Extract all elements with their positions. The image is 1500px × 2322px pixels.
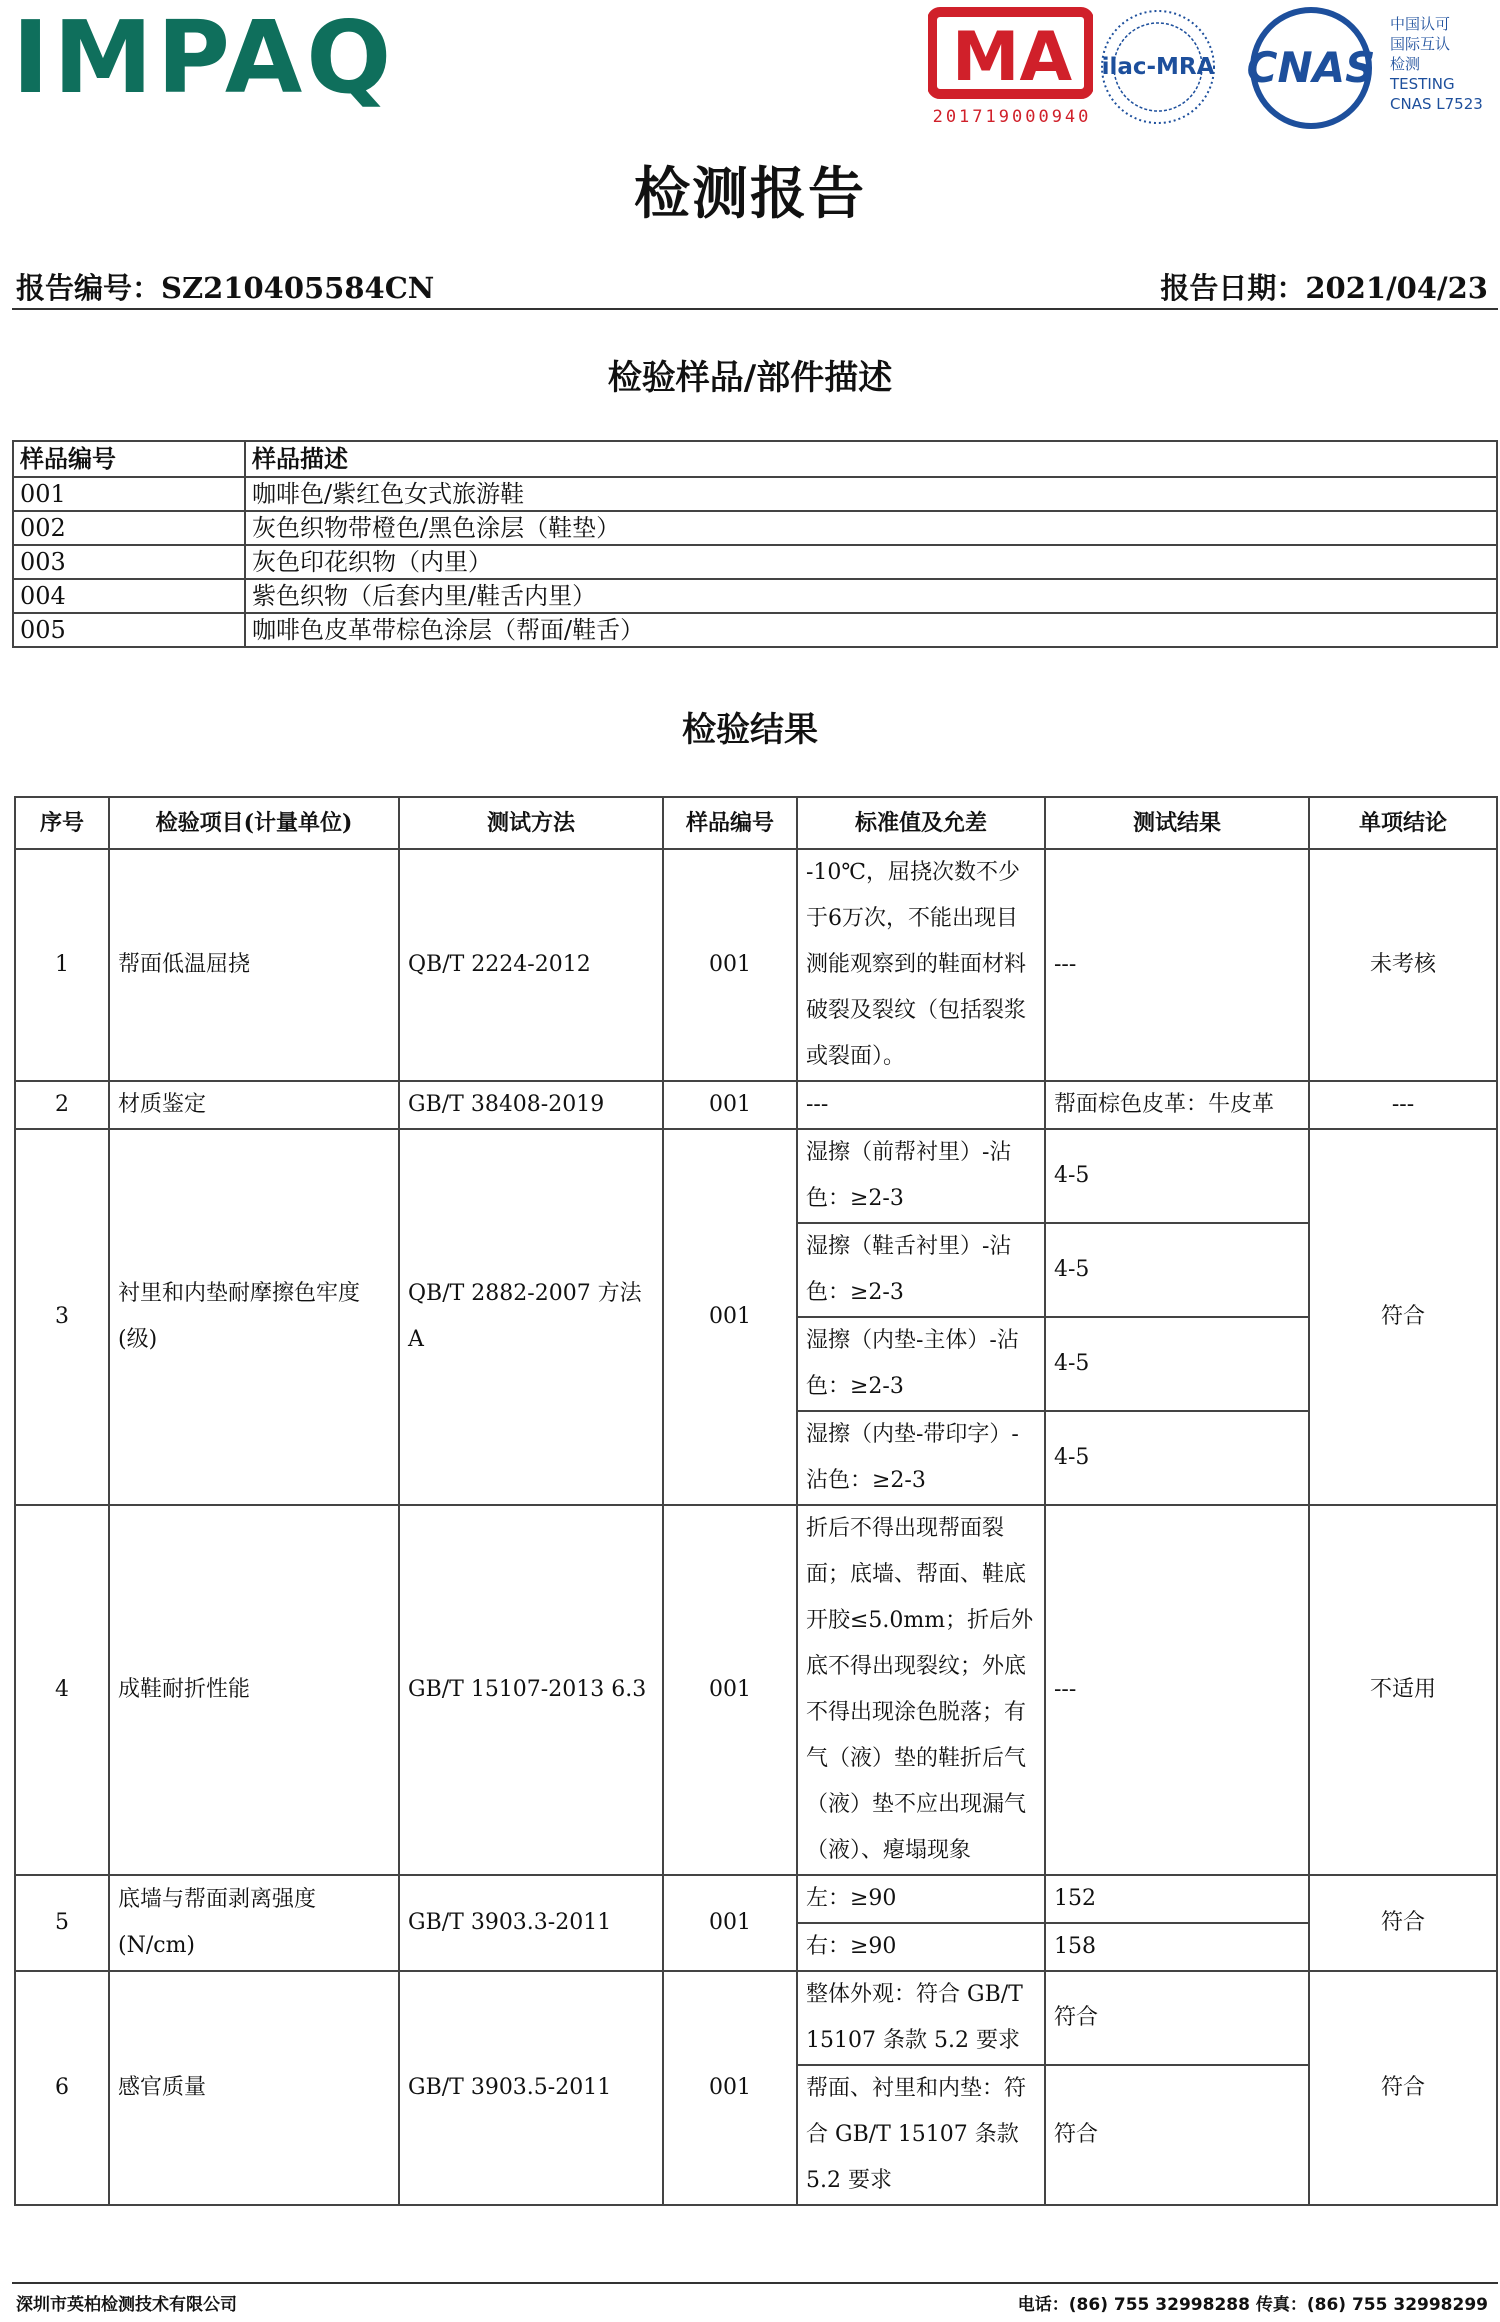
test-result: --- [1045, 1505, 1309, 1875]
table-row [15, 1505, 1497, 1875]
item-conclusion: 未考核 [1309, 849, 1497, 1081]
test-item: 材质鉴定 [109, 1081, 399, 1129]
sample-number: 001 [663, 1081, 797, 1129]
standard-value: 右：≥90 [797, 1923, 1045, 1971]
cnas-mark [1232, 4, 1390, 132]
row-number: 5 [15, 1875, 109, 1971]
cma-letters: MA [951, 18, 1073, 97]
test-method: GB/T 15107-2013 6.3 [399, 1505, 663, 1875]
test-result: 4-5 [1045, 1411, 1309, 1505]
test-method: QB/T 2882-2007 方法 A [399, 1129, 663, 1505]
cnas-caption-line: TESTING [1390, 75, 1455, 93]
test-result: 符合 [1045, 1971, 1309, 2065]
header-divider [12, 308, 1498, 310]
test-result: --- [1045, 849, 1309, 1081]
test-result: 符合 [1045, 2065, 1309, 2205]
table-row [15, 1081, 1497, 1129]
test-item: 帮面低温屈挠 [109, 849, 399, 1081]
sample-id: 003 [13, 545, 245, 579]
item-conclusion: 不适用 [1309, 1505, 1497, 1875]
sample-id: 001 [13, 477, 245, 511]
results-section-title: 检验结果 [682, 710, 818, 750]
sample-table-header [13, 441, 1497, 477]
report-date: 报告日期：2021/04/23 [1160, 271, 1488, 305]
sample-description: 咖啡色皮革带棕色涂层（帮面/鞋舌） [245, 613, 1497, 647]
item-conclusion: 符合 [1309, 1971, 1497, 2205]
standard-value: 左：≥90 [797, 1875, 1045, 1923]
sample-number: 001 [663, 1129, 797, 1505]
sample-number: 001 [663, 1505, 797, 1875]
column-header: 检验项目(计量单位) [109, 797, 399, 849]
test-result: 4-5 [1045, 1223, 1309, 1317]
test-item: 成鞋耐折性能 [109, 1505, 399, 1875]
column-header: 样品描述 [245, 441, 1497, 477]
sample-number: 001 [663, 1875, 797, 1971]
table-row [13, 477, 1497, 511]
cnas-caption-line: 国际互认 [1390, 35, 1451, 53]
results-table-header [15, 797, 1497, 849]
cnas-caption-line: 中国认可 [1390, 15, 1451, 33]
standard-value: 湿擦（内垫-主体）-沾色：≥2-3 [797, 1317, 1045, 1411]
test-method: GB/T 3903.3-2011 [399, 1875, 663, 1971]
table-row [13, 511, 1497, 545]
test-method: GB/T 3903.5-2011 [399, 1971, 663, 2205]
footer-divider [12, 2282, 1498, 2284]
ilac-text: ilac-MRA [1101, 54, 1215, 80]
sample-number: 001 [663, 1971, 797, 2205]
column-header: 序号 [15, 797, 109, 849]
cnas-letters: CNAS [1246, 43, 1376, 92]
test-item: 衬里和内垫耐摩擦色牢度(级) [109, 1129, 399, 1505]
sample-number: 001 [663, 849, 797, 1081]
test-item: 底墙与帮面剥离强度(N/cm) [109, 1875, 399, 1971]
row-number: 4 [15, 1505, 109, 1875]
cnas-caption-line: 检测 [1390, 55, 1421, 73]
standard-value: 湿擦（内垫-带印字）-沾色：≥2-3 [797, 1411, 1045, 1505]
column-header: 测试方法 [399, 797, 663, 849]
column-header: 单项结论 [1309, 797, 1497, 849]
item-conclusion: 符合 [1309, 1129, 1497, 1505]
standard-value: 帮面、衬里和内垫：符合 GB/T 15107 条款 5.2 要求 [797, 2065, 1045, 2205]
standard-value: 湿擦（鞋舌衬里）-沾色：≥2-3 [797, 1223, 1045, 1317]
test-result: 4-5 [1045, 1129, 1309, 1223]
standard-value: 整体外观：符合 GB/T 15107 条款 5.2 要求 [797, 1971, 1045, 2065]
footer-contact: 电话：(86) 755 32998288 传真：(86) 755 32998299 [1017, 2295, 1488, 2315]
sample-description: 灰色印花织物（内里） [245, 545, 1497, 579]
table-row [13, 579, 1497, 613]
ilac-mra-mark [1096, 4, 1220, 130]
cnas-caption [1390, 14, 1483, 114]
footer-company: 深圳市英柏检测技术有限公司 [16, 2295, 237, 2315]
column-header: 标准值及允差 [797, 797, 1045, 849]
test-result: 158 [1045, 1923, 1309, 1971]
sample-id: 002 [13, 511, 245, 545]
column-header: 样品编号 [663, 797, 797, 849]
cma-number: 201719000940 [932, 107, 1092, 127]
table-row [13, 545, 1497, 579]
report-number: 报告编号：SZ210405584CN [16, 271, 435, 305]
table-row [15, 1129, 1497, 1223]
sample-id: 004 [13, 579, 245, 613]
standard-value: --- [797, 1081, 1045, 1129]
sample-description: 灰色织物带橙色/黑色涂层（鞋垫） [245, 511, 1497, 545]
test-method: QB/T 2224-2012 [399, 849, 663, 1081]
table-row [15, 849, 1497, 1081]
test-result: 152 [1045, 1875, 1309, 1923]
test-item: 感官质量 [109, 1971, 399, 2205]
cnas-caption-line: CNAS L7523 [1390, 95, 1483, 113]
standard-value: 折后不得出现帮面裂面；底墙、帮面、鞋底开胶≤5.0mm；折后外底不得出现裂纹；外底不得出现涂色脱落；有气（液）垫的鞋折后气（液）垫不应出现漏气（液）、瘪塌现象 [797, 1505, 1045, 1875]
column-header: 样品编号 [13, 441, 245, 477]
item-conclusion: --- [1309, 1081, 1497, 1129]
standard-value: -10℃，屈挠次数不少于6万次，不能出现目测能观察到的鞋面材料破裂及裂纹（包括裂浆或裂面）。 [797, 849, 1045, 1081]
impaq-logo: IMPAQ [12, 0, 396, 116]
table-row [13, 613, 1497, 647]
item-conclusion: 符合 [1309, 1875, 1497, 1971]
row-number: 3 [15, 1129, 109, 1505]
row-number: 6 [15, 1971, 109, 2205]
test-result: 帮面棕色皮革：牛皮革 [1045, 1081, 1309, 1129]
test-method: GB/T 38408-2019 [399, 1081, 663, 1129]
row-number: 1 [15, 849, 109, 1081]
sample-id: 005 [13, 613, 245, 647]
table-row [15, 1971, 1497, 2065]
sample-table [12, 440, 1498, 648]
standard-value: 湿擦（前帮衬里）-沾色：≥2-3 [797, 1129, 1045, 1223]
row-number: 2 [15, 1081, 109, 1129]
column-header: 测试结果 [1045, 797, 1309, 849]
test-result: 4-5 [1045, 1317, 1309, 1411]
sample-description: 咖啡色/紫红色女式旅游鞋 [245, 477, 1497, 511]
report-title: 检测报告 [634, 161, 866, 227]
table-row [15, 1875, 1497, 1923]
results-table [14, 796, 1498, 2206]
cma-mark [928, 4, 1093, 132]
sample-section-title: 检验样品/部件描述 [607, 358, 893, 398]
sample-description: 紫色织物（后套内里/鞋舌内里） [245, 579, 1497, 613]
